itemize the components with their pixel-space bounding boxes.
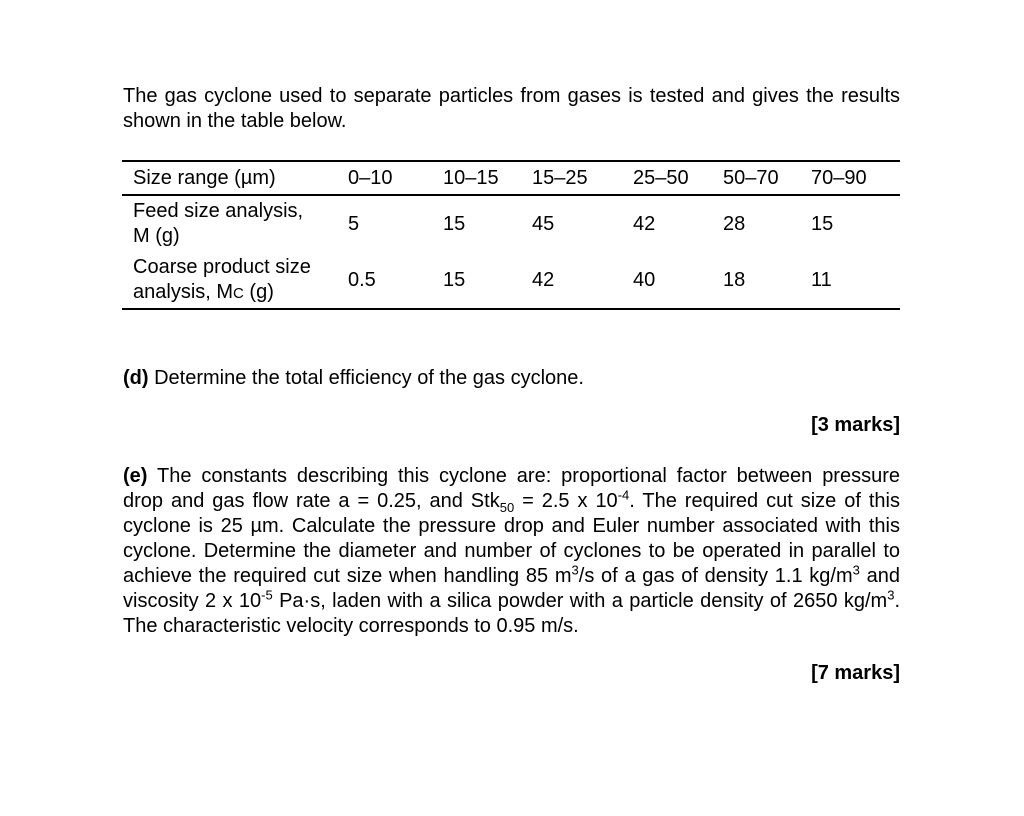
header-cell: 15–25 [521,161,622,195]
question-text: and viscosity 2 x 10 [123,565,900,612]
intro-paragraph: The gas cyclone used to separate particles from gases is tested and gives the results shown in the table below. [123,85,900,132]
question-text: . The required cut size of this cyclone is 25 µm. Calculate the pressure drop and Euler number associated with this cyclone. Determine the diameter and number of cyclones to be operated in parallel to achieve the required cut size when handling 85 m [123,490,900,587]
superscript: -4 [617,487,630,503]
question-text: . The characteristic velocity corresponds to 0.95 m/s. [123,590,900,637]
question-text: The constants describing this cyclone are: proportional factor between pressure drop and gas flow rate a = 0.25, and Stk [123,465,900,512]
marks-e: [7 marks] [811,662,900,684]
table-cell: 5 [348,212,360,235]
question-d [123,366,900,391]
table-header-row [122,161,900,195]
row-label-line: Coarse product size [133,255,311,278]
header-cell: 25–50 [622,161,712,195]
row-label [122,195,337,252]
question-tag: (d) [123,367,149,389]
question-text: Determine the total efficiency of the gas cyclone. [148,367,584,389]
table-cell: 45 [532,212,555,235]
table-cell: 18 [712,252,800,309]
question-tag: (e) [123,465,148,487]
marks-d: [3 marks] [811,414,900,436]
question-text: Pa·s, laden with a silica powder with a particle density of 2650 kg/m [272,590,888,612]
superscript: -5 [261,587,273,603]
subscript-c: C [233,284,244,302]
row-label [122,252,337,309]
row-label-line: analysis, M [133,280,234,303]
table-cell: 42 [521,252,622,309]
table-cell: 15 [443,212,466,235]
header-cell: 0–10 [337,161,432,195]
subscript: 50 [499,500,515,515]
size-analysis-table [122,160,900,310]
table-cell: 15 [811,212,834,235]
row-label-line: M (g) [133,225,180,247]
table-cell: 28 [723,212,746,235]
table-cell: 42 [633,212,656,235]
question-e [123,464,900,639]
superscript: 3 [852,562,860,578]
row-label-unit: (g) [243,280,274,303]
table-cell: 40 [622,252,712,309]
table-cell: 11 [800,252,900,309]
table-cell: 0.5 [337,252,432,309]
table-row-coarse [122,252,900,309]
header-cell: 50–70 [712,161,800,195]
question-text: /s of a gas of density 1.1 kg/m [578,565,853,587]
row-label-line: Feed size analysis, [133,200,304,222]
question-text: = 2.5 x 10 [514,490,618,512]
header-cell: Size range (µm) [122,161,337,195]
superscript: 3 [571,562,579,578]
table-row-feed [122,195,900,252]
header-cell: 10–15 [432,161,521,195]
table-cell: 15 [432,252,521,309]
header-cell: 70–90 [800,161,900,195]
superscript: 3 [887,587,895,603]
